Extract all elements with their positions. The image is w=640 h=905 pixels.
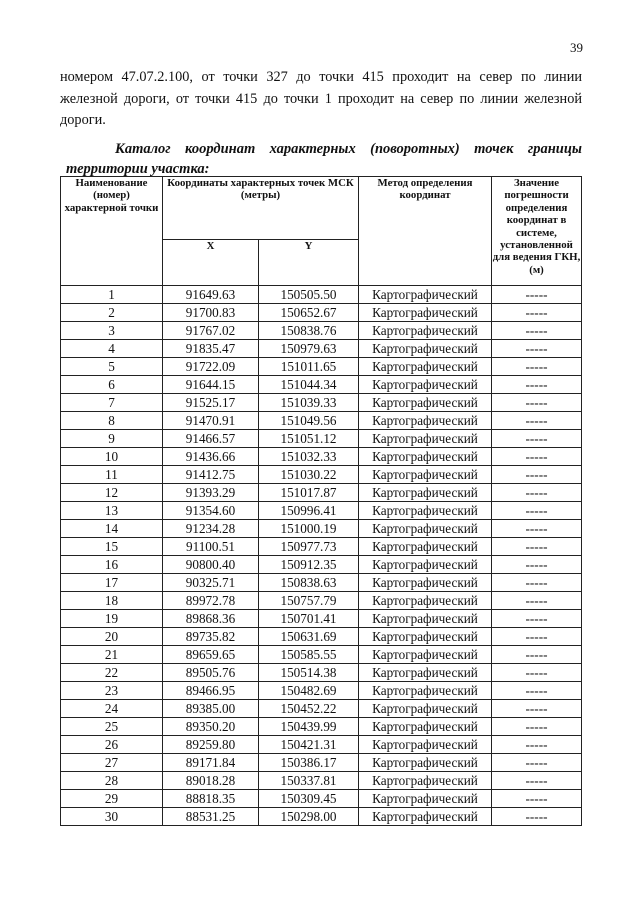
method-cell: Картографический — [359, 412, 492, 430]
method-cell: Картографический — [359, 718, 492, 736]
method-cell: Картографический — [359, 772, 492, 790]
accuracy-cell: ----- — [492, 754, 582, 772]
method-cell: Картографический — [359, 286, 492, 304]
y-coordinate-cell: 151039.33 — [259, 394, 359, 412]
point-number-cell: 20 — [61, 628, 163, 646]
method-cell: Картографический — [359, 736, 492, 754]
table-row — [61, 628, 582, 646]
y-coordinate-cell: 151030.22 — [259, 466, 359, 484]
method-cell: Картографический — [359, 646, 492, 664]
accuracy-cell: ----- — [492, 790, 582, 808]
table-row — [61, 664, 582, 682]
table-row — [61, 430, 582, 448]
point-number-cell: 7 — [61, 394, 163, 412]
y-coordinate-cell: 150757.79 — [259, 592, 359, 610]
x-coordinate-cell: 91100.51 — [163, 538, 259, 556]
accuracy-cell: ----- — [492, 466, 582, 484]
method-cell: Картографический — [359, 520, 492, 538]
method-cell: Картографический — [359, 808, 492, 826]
point-number-cell: 16 — [61, 556, 163, 574]
point-number-cell: 9 — [61, 430, 163, 448]
accuracy-cell: ----- — [492, 484, 582, 502]
y-coordinate-cell: 150309.45 — [259, 790, 359, 808]
x-coordinate-cell: 90325.71 — [163, 574, 259, 592]
method-cell: Картографический — [359, 664, 492, 682]
point-number-cell: 2 — [61, 304, 163, 322]
method-cell: Картографический — [359, 430, 492, 448]
accuracy-cell: ----- — [492, 610, 582, 628]
table-row — [61, 466, 582, 484]
catalog-caption-line1: Каталог координат характерных (поворотных) точек границы — [115, 141, 582, 157]
y-coordinate-cell: 151044.34 — [259, 376, 359, 394]
point-number-cell: 26 — [61, 736, 163, 754]
x-coordinate-cell: 89868.36 — [163, 610, 259, 628]
accuracy-cell: ----- — [492, 736, 582, 754]
accuracy-cell: ----- — [492, 322, 582, 340]
table-row — [61, 736, 582, 754]
y-coordinate-cell: 150631.69 — [259, 628, 359, 646]
y-coordinate-cell: 150585.55 — [259, 646, 359, 664]
table-row — [61, 358, 582, 376]
x-coordinate-cell: 91644.15 — [163, 376, 259, 394]
point-number-cell: 18 — [61, 592, 163, 610]
point-number-cell: 21 — [61, 646, 163, 664]
method-cell: Картографический — [359, 538, 492, 556]
point-number-cell: 29 — [61, 790, 163, 808]
y-coordinate-cell: 151051.12 — [259, 430, 359, 448]
method-cell: Картографический — [359, 754, 492, 772]
accuracy-cell: ----- — [492, 574, 582, 592]
y-coordinate-cell: 150652.67 — [259, 304, 359, 322]
y-coordinate-cell: 150979.63 — [259, 340, 359, 358]
x-coordinate-cell: 89505.76 — [163, 664, 259, 682]
x-coordinate-cell: 89466.95 — [163, 682, 259, 700]
y-coordinate-cell: 150514.38 — [259, 664, 359, 682]
accuracy-cell: ----- — [492, 376, 582, 394]
x-coordinate-cell: 91700.83 — [163, 304, 259, 322]
point-number-cell: 12 — [61, 484, 163, 502]
table-row — [61, 682, 582, 700]
accuracy-cell: ----- — [492, 502, 582, 520]
table-row — [61, 484, 582, 502]
x-coordinate-cell: 91835.47 — [163, 340, 259, 358]
table-row — [61, 502, 582, 520]
catalog-caption-line2: территории участка: — [66, 161, 210, 177]
accuracy-cell: ----- — [492, 538, 582, 556]
header-y: Y — [259, 240, 359, 286]
accuracy-cell: ----- — [492, 556, 582, 574]
table-row — [61, 574, 582, 592]
header-x: X — [163, 240, 259, 286]
accuracy-cell: ----- — [492, 430, 582, 448]
point-number-cell: 23 — [61, 682, 163, 700]
point-number-cell: 27 — [61, 754, 163, 772]
accuracy-cell: ----- — [492, 304, 582, 322]
point-number-cell: 3 — [61, 322, 163, 340]
x-coordinate-cell: 89385.00 — [163, 700, 259, 718]
y-coordinate-cell: 151011.65 — [259, 358, 359, 376]
method-cell: Картографический — [359, 502, 492, 520]
accuracy-cell: ----- — [492, 664, 582, 682]
method-cell: Картографический — [359, 448, 492, 466]
x-coordinate-cell: 89735.82 — [163, 628, 259, 646]
y-coordinate-cell: 150337.81 — [259, 772, 359, 790]
table-row — [61, 790, 582, 808]
y-coordinate-cell: 150421.31 — [259, 736, 359, 754]
table-row — [61, 556, 582, 574]
y-coordinate-cell: 150996.41 — [259, 502, 359, 520]
catalog-caption — [60, 139, 582, 179]
point-number-cell: 14 — [61, 520, 163, 538]
table-row — [61, 592, 582, 610]
method-cell: Картографический — [359, 628, 492, 646]
coordinates-table — [60, 176, 582, 826]
method-cell: Картографический — [359, 358, 492, 376]
x-coordinate-cell: 89972.78 — [163, 592, 259, 610]
method-cell: Картографический — [359, 592, 492, 610]
x-coordinate-cell: 88818.35 — [163, 790, 259, 808]
point-number-cell: 22 — [61, 664, 163, 682]
y-coordinate-cell: 151000.19 — [259, 520, 359, 538]
header-coordinates: Координаты характерных точек МСК (метры) — [163, 177, 359, 240]
x-coordinate-cell: 91412.75 — [163, 466, 259, 484]
method-cell: Картографический — [359, 340, 492, 358]
method-cell: Картографический — [359, 466, 492, 484]
y-coordinate-cell: 150977.73 — [259, 538, 359, 556]
accuracy-cell: ----- — [492, 394, 582, 412]
table-row — [61, 700, 582, 718]
accuracy-cell: ----- — [492, 700, 582, 718]
table-row — [61, 394, 582, 412]
x-coordinate-cell: 89259.80 — [163, 736, 259, 754]
point-number-cell: 1 — [61, 286, 163, 304]
x-coordinate-cell: 91649.63 — [163, 286, 259, 304]
accuracy-cell: ----- — [492, 340, 582, 358]
accuracy-cell: ----- — [492, 682, 582, 700]
point-number-cell: 10 — [61, 448, 163, 466]
point-number-cell: 28 — [61, 772, 163, 790]
accuracy-cell: ----- — [492, 808, 582, 826]
y-coordinate-cell: 150838.76 — [259, 322, 359, 340]
point-number-cell: 11 — [61, 466, 163, 484]
method-cell: Картографический — [359, 394, 492, 412]
table-row — [61, 322, 582, 340]
table-row — [61, 718, 582, 736]
y-coordinate-cell: 150505.50 — [259, 286, 359, 304]
page-number: 39 — [570, 40, 583, 55]
x-coordinate-cell: 91234.28 — [163, 520, 259, 538]
header-accuracy: Значение погрешности определения координат в системе, установленной для ведения ГКН, (м) — [492, 177, 582, 286]
x-coordinate-cell: 91466.57 — [163, 430, 259, 448]
x-coordinate-cell: 91354.60 — [163, 502, 259, 520]
x-coordinate-cell: 89350.20 — [163, 718, 259, 736]
x-coordinate-cell: 91393.29 — [163, 484, 259, 502]
accuracy-cell: ----- — [492, 646, 582, 664]
method-cell: Картографический — [359, 574, 492, 592]
x-coordinate-cell: 90800.40 — [163, 556, 259, 574]
point-number-cell: 17 — [61, 574, 163, 592]
accuracy-cell: ----- — [492, 718, 582, 736]
x-coordinate-cell: 88531.25 — [163, 808, 259, 826]
y-coordinate-cell: 150701.41 — [259, 610, 359, 628]
point-number-cell: 13 — [61, 502, 163, 520]
x-coordinate-cell: 91767.02 — [163, 322, 259, 340]
point-number-cell: 30 — [61, 808, 163, 826]
point-number-cell: 19 — [61, 610, 163, 628]
method-cell: Картографический — [359, 484, 492, 502]
header-method: Метод определения координат — [359, 177, 492, 286]
table-row — [61, 520, 582, 538]
x-coordinate-cell: 89018.28 — [163, 772, 259, 790]
intro-paragraph: номером 47.07.2.100, от точки 327 до точки 415 проходит на север по линии железной дороги, от точки 415 до точки 1 проходит на север по линии железной дороги. — [60, 69, 582, 128]
y-coordinate-cell: 151032.33 — [259, 448, 359, 466]
point-number-cell: 6 — [61, 376, 163, 394]
y-coordinate-cell: 150386.17 — [259, 754, 359, 772]
y-coordinate-cell: 150452.22 — [259, 700, 359, 718]
table-row — [61, 376, 582, 394]
y-coordinate-cell: 150912.35 — [259, 556, 359, 574]
method-cell: Картографический — [359, 790, 492, 808]
table-row — [61, 304, 582, 322]
table-row — [61, 754, 582, 772]
accuracy-cell: ----- — [492, 628, 582, 646]
method-cell: Картографический — [359, 556, 492, 574]
accuracy-cell: ----- — [492, 286, 582, 304]
y-coordinate-cell: 150838.63 — [259, 574, 359, 592]
table-row — [61, 772, 582, 790]
method-cell: Картографический — [359, 376, 492, 394]
x-coordinate-cell: 91470.91 — [163, 412, 259, 430]
method-cell: Картографический — [359, 322, 492, 340]
table-row — [61, 340, 582, 358]
accuracy-cell: ----- — [492, 520, 582, 538]
accuracy-cell: ----- — [492, 772, 582, 790]
x-coordinate-cell: 89171.84 — [163, 754, 259, 772]
point-number-cell: 15 — [61, 538, 163, 556]
accuracy-cell: ----- — [492, 448, 582, 466]
x-coordinate-cell: 89659.65 — [163, 646, 259, 664]
accuracy-cell: ----- — [492, 412, 582, 430]
accuracy-cell: ----- — [492, 358, 582, 376]
header-point-name: Наименование (номер) характерной точки — [61, 177, 163, 286]
x-coordinate-cell: 91525.17 — [163, 394, 259, 412]
point-number-cell: 8 — [61, 412, 163, 430]
point-number-cell: 25 — [61, 718, 163, 736]
table-row — [61, 610, 582, 628]
y-coordinate-cell: 150298.00 — [259, 808, 359, 826]
x-coordinate-cell: 91722.09 — [163, 358, 259, 376]
method-cell: Картографический — [359, 610, 492, 628]
table-row — [61, 286, 582, 304]
table-row — [61, 448, 582, 466]
table-row — [61, 412, 582, 430]
table-row — [61, 808, 582, 826]
y-coordinate-cell: 151049.56 — [259, 412, 359, 430]
y-coordinate-cell: 151017.87 — [259, 484, 359, 502]
y-coordinate-cell: 150439.99 — [259, 718, 359, 736]
point-number-cell: 5 — [61, 358, 163, 376]
method-cell: Картографический — [359, 682, 492, 700]
point-number-cell: 24 — [61, 700, 163, 718]
x-coordinate-cell: 91436.66 — [163, 448, 259, 466]
method-cell: Картографический — [359, 304, 492, 322]
method-cell: Картографический — [359, 700, 492, 718]
point-number-cell: 4 — [61, 340, 163, 358]
y-coordinate-cell: 150482.69 — [259, 682, 359, 700]
accuracy-cell: ----- — [492, 592, 582, 610]
table-row — [61, 646, 582, 664]
table-row — [61, 538, 582, 556]
